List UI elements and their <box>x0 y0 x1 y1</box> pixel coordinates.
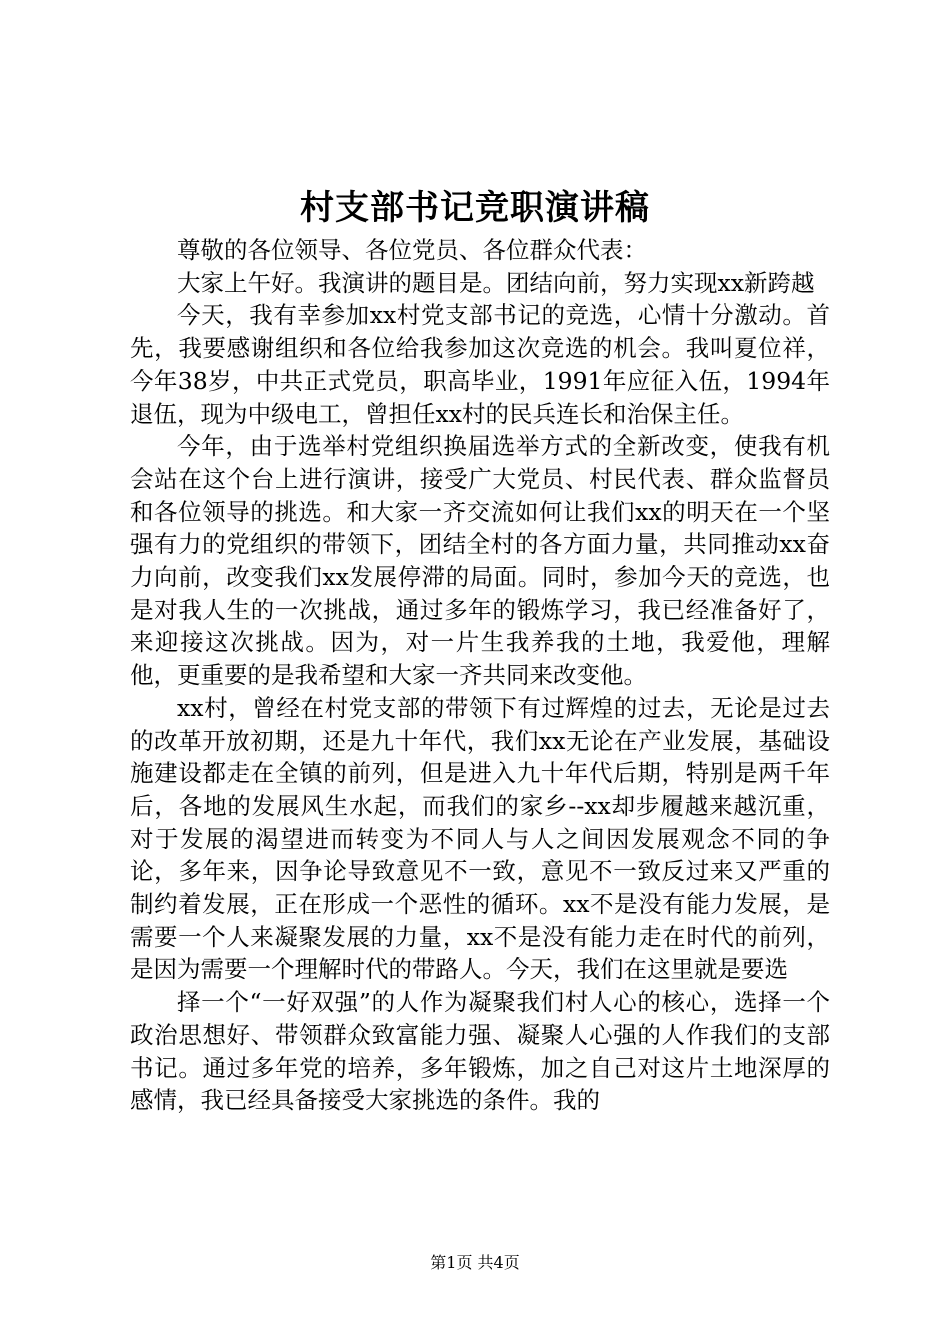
page-footer: 第1页 共4页 <box>430 1253 520 1272</box>
paragraph-opportunity: 今年，由于选举村党组织换届选举方式的全新改变，使我有机会站在这个台上进行演讲，接受广大党员、村民代表、群众监督员和各位领导的挑选。和大家一齐交流如何让我们xx的明天在一个坚强有力的党组织的带领下，团结全村的各方面力量，共同推动xx奋力向前，改变我们xx发展停滞的局面。同时，参加今天的竞选，也是对我人生的一次挑战，通过多年的锻炼学习，我已经准备好了，来迎接这次挑战。因为，对一片生我养我的土地，我爱他，理解他，更重要的是我希望和大家一齐共同来改变他。 <box>130 432 830 690</box>
paragraph-selection: 择一个“一好双强”的人作为凝聚我们村人心的核心，选择一个政治思想好、带领群众致富能力强、凝聚人心强的人作我们的支部书记。通过多年党的培养，多年锻炼，加之自己对这片土地深厚的感情，我已经具备接受大家挑选的条件。我的 <box>130 988 830 1115</box>
paragraph-greeting: 尊敬的各位领导、各位党员、各位群众代表： <box>177 236 647 264</box>
paragraph-topic: 大家上午好。我演讲的题目是。团结向前，努力实现xx新跨越 <box>177 268 815 297</box>
paragraph-introduction: 今天，我有幸参加xx村党支部书记的竞选，心情十分激动。首先，我要感谢组织和各位给我参加这次竞选的机会。我叫夏位祥，今年38岁，中共正式党员，职高毕业，1991年应征入伍，1994年退伍，现为中级电工，曾担任xx村的民兵连长和治保主任。 <box>130 301 830 428</box>
paragraph-village-history: xx村，曾经在村党支部的带领下有过辉煌的过去，无论是过去的改革开放初期，还是九十年代，我们xx无论在产业发展，基础设施建设都走在全镇的前列，但是进入九十年代后期，特别是两千年后，各地的发展风生水起，而我们的家乡--xx却步履越来越沉重，对于发展的渴望进而转变为不同人与人之间因发展观念不同的争论，多年来，因争论导致意见不一致，意见不一致反过来又严重的制约着发展，正在形成一个恶性的循环。xx不是没有能力发展，是需要一个人来凝聚发展的力量，xx不是没有能力走在时代的前列，是因为需要一个理解时代的带路人。今天，我们在这里就是要选 <box>130 693 830 984</box>
document-body <box>130 234 830 1117</box>
document-title: 村支部书记竞职演讲稿 <box>300 188 650 228</box>
